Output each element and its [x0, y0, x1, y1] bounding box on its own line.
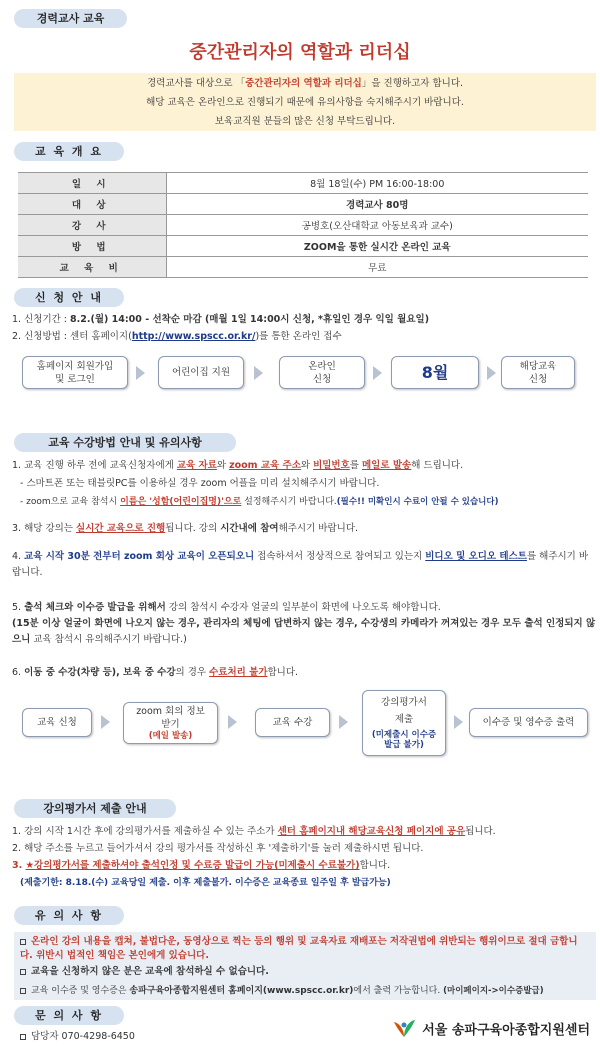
square-bullet-icon	[20, 969, 26, 975]
overview-row	[18, 257, 588, 278]
square-bullet-icon	[20, 1034, 26, 1040]
overview-label: 방 법	[18, 236, 166, 257]
method-item-1-sub-1: - 스마트폰 또는 태블릿PC를 이용하실 경우 zoom 어플을 미리 설치해주시기 바랍니다.	[20, 478, 380, 489]
notice-heading: 유 의 사 항	[14, 906, 124, 925]
method-heading: 교육 수강방법 안내 및 유의사항	[14, 433, 236, 452]
flow-arrow-icon	[454, 715, 463, 729]
notice-item-1: 온라인 강의 내용을 캡쳐, 불법다운, 동영상으로 찍는 등의 행위 및 교육자료 재배포는 저작권법에 위반되는 행위이므로 절대 금합니다. 위반시 법적인 책임은 본인에게 있습니다.	[20, 936, 578, 961]
overview-row	[18, 215, 588, 236]
flow-arrow-icon	[487, 366, 496, 380]
flow-step-signup: 홈페이지 회원가입 및 로그인	[22, 356, 128, 389]
flow-step-daycare: 어린이집 지원	[158, 356, 244, 389]
evaluation-item-3: 3. ★강의평가서를 제출하셔야 출석인정 및 수료증 발급이 가능(미제출시 수료불가)합니다.	[12, 860, 391, 871]
method-item-1: 1. 교육 진행 하루 전에 교육신청자에게 교육 자료와 zoom 교육 주소와 비밀번호를 메일로 발송해 드립니다.	[12, 460, 464, 471]
org-logo	[391, 1017, 590, 1039]
flow-step-course: 해당교육 신청	[501, 356, 575, 389]
flow-arrow-icon	[373, 366, 382, 380]
category-tag: 경력교사 교육	[14, 9, 127, 28]
overview-value: 8월 18일(수) PM 16:00-18:00	[166, 173, 588, 194]
flow-arrow-icon	[254, 366, 263, 380]
square-bullet-icon	[20, 988, 26, 994]
overview-value: ZOOM을 통한 실시간 온라인 교육	[166, 236, 588, 257]
intro-line-1: 경력교사를 대상으로 「중간관리자의 역할과 리더십」을 진행하고자 합니다.	[146, 78, 464, 89]
flow-step-zoom-info: zoom 회의 정보 받기 (메일 발송)	[123, 702, 218, 744]
flow-step-certificate: 이수증 및 영수증 출력	[469, 708, 588, 737]
evaluation-heading: 강의평가서 제출 안내	[14, 799, 176, 818]
contact-heading: 문 의 사 항	[14, 1006, 124, 1025]
evaluation-item-1: 1. 강의 시작 1시간 후에 강의평가서를 제출하실 수 있는 주소가 센터 홈페이지내 해당교육신청 페이지에 공유됩니다.	[12, 826, 496, 837]
application-period: 1. 신청기간 : 8.2.(월) 14:00 - 선착순 마감 (매월 1일 14:00시 신청, *휴일인 경우 익일 월요일)	[12, 314, 430, 325]
overview-label: 일 시	[18, 173, 166, 194]
org-name: 서울 송파구육아종합지원센터	[422, 1022, 590, 1038]
method-item-5: 5. 출석 체크와 이수증 발급을 위해서 강의 참석시 수강자 얼굴의 일부분이 화면에 나오도록 해야합니다. (15분 이상 얼굴이 화면에 나오지 않는 경우, 관리자의 체팅에 답변하지 않는 경우, 수강생의 카메라가 꺼져있는 경우 모두 출석 인정되지 않으니 교육 참석시 유의해주시기 바랍니다.)	[12, 602, 596, 645]
method-item-4: 4. 교육 시작 30분 전부터 zoom 회상 교육이 오픈되오니 접속하셔서 정상적으로 참여되고 있는지 비디오 및 오디오 테스트를 해주시기 바랍니다.	[12, 551, 589, 578]
overview-label: 교 육 비	[18, 257, 166, 278]
overview-row	[18, 194, 588, 215]
intro-line-3: 보육교직원 분들의 많은 신청 부탁드립니다.	[214, 116, 396, 127]
notice-item-3: 교육 이수증 및 영수증은 송파구육아종합지원센터 홈페이지(www.spscc.or.kr)에서 출력 가능합니다. (마이페이지->이수증발급)	[20, 984, 600, 998]
overview-value: 무료	[166, 257, 588, 278]
overview-row	[18, 173, 588, 194]
evaluation-note: (제출기한: 8.18.(수) 교육당일 제출. 이후 제출불가. 이수증은 교육종료 일주일 후 발급가능)	[20, 878, 391, 888]
contact-line: 담당자 070-4298-6450	[20, 1030, 600, 1044]
page-title: 중간관리자의 역할과 리더십	[189, 42, 411, 63]
flow-arrow-icon	[101, 715, 110, 729]
method-item-3: 3. 해당 강의는 실시간 교육으로 진행됩니다. 강의 시간내에 참여해주시기 바랍니다.	[12, 523, 359, 534]
application-method: 2. 신청방법 : 센터 홈페이지(http://www.spscc.or.kr/)를 통한 온라인 접수	[12, 331, 342, 342]
notice-item-2: 교육을 신청하지 않은 분은 교육에 참석하실 수 없습니다.	[20, 965, 600, 979]
overview-row	[18, 236, 588, 257]
flow-arrow-icon	[136, 366, 145, 380]
square-bullet-icon	[20, 939, 26, 945]
intro-box	[14, 73, 596, 131]
flow-step-online: 온라인 신청	[279, 356, 365, 389]
overview-value: 공병호(오산대학교 아동보육과 교수)	[166, 215, 588, 236]
overview-value: 경력교사 80명	[166, 194, 588, 215]
overview-label: 강 사	[18, 215, 166, 236]
sprout-logo-icon	[391, 1017, 417, 1039]
flow-arrow-icon	[228, 715, 237, 729]
evaluation-item-2: 2. 해당 주소를 누르고 들어가셔서 강의 평가서를 작성하신 후 '제출하기'를 눌러 제출하시면 됩니다.	[12, 843, 424, 854]
flow-step-apply: 교육 신청	[22, 708, 92, 737]
overview-table	[18, 172, 588, 278]
application-heading: 신 청 안 내	[14, 288, 124, 307]
flow-step-evaluation: 강의평가서 제출 (미제출시 이수증 발급 불가)	[362, 690, 446, 756]
method-item-1-sub-2: - zoom으로 교육 참석시 이름은 '성함(어린이집명)'으로 설정해주시기 바랍니다.(필수!! 미확인시 수료이 안될 수 있습니다)	[20, 497, 499, 507]
homepage-link[interactable]: http://www.spscc.or.kr/	[131, 331, 256, 342]
flow-arrow-icon	[339, 715, 348, 729]
flow-step-month: 8월	[391, 356, 479, 389]
flow-step-attend: 교육 수강	[255, 708, 330, 737]
intro-line-2: 해당 교육은 온라인으로 진행되기 때문에 유의사항을 숙지해주시기 바랍니다.	[146, 97, 464, 108]
overview-label: 대 상	[18, 194, 166, 215]
overview-heading: 교 육 개 요	[14, 142, 124, 161]
method-item-6: 6. 이동 중 수강(차량 등), 보육 중 수강의 경우 수료처리 불가합니다.	[12, 667, 299, 678]
